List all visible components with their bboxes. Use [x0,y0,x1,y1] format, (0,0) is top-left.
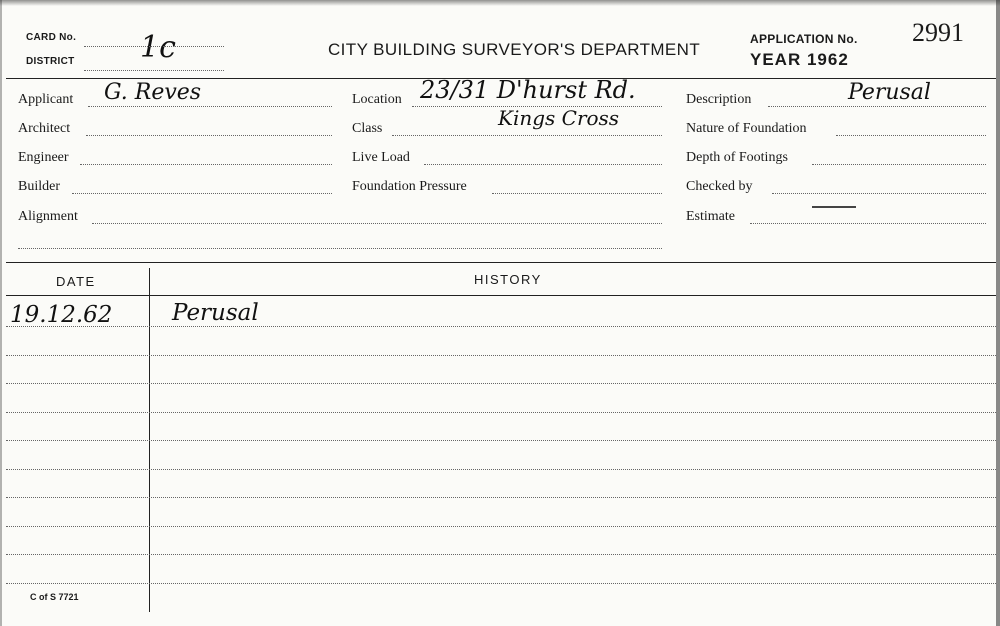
alignment-line-2 [18,248,662,249]
description-value: Perusal [848,80,931,105]
ruled-line [6,383,996,384]
foundation-pressure-label: Foundation Pressure [352,179,467,194]
class-value: Kings Cross [498,106,620,130]
engineer-line [80,164,332,165]
table-top-border [6,262,996,263]
ruled-line [6,440,996,441]
ruled-line [6,497,996,498]
estimate-dash-mark [812,206,856,208]
checked-by-label: Checked by [686,179,753,194]
district-line [84,70,224,71]
depth-of-footings-label: Depth of Footings [686,150,788,165]
card-left-edge [0,0,2,626]
estimate-line [750,223,986,224]
live-load-line [424,164,662,165]
nature-of-foundation-line [836,135,986,136]
estimate-label: Estimate [686,209,735,224]
applicant-value: G. Reves [104,80,202,105]
history-column-header: HISTORY [474,272,542,287]
card-top-edge [0,0,1000,6]
location-label: Location [352,92,402,107]
card-no-label: CARD No. [26,32,77,43]
department-title: CITY BUILDING SURVEYOR'S DEPARTMENT [328,40,701,59]
table-header-divider [6,295,996,296]
history-date: 19.12.62 [10,302,113,328]
class-line [392,135,662,136]
ruled-line [6,554,996,555]
builder-line [72,193,332,194]
alignment-label: Alignment [18,209,78,224]
ruled-line [6,412,996,413]
architect-label: Architect [18,121,71,136]
ruled-line [6,469,996,470]
checked-by-line [772,193,986,194]
foundation-pressure-line [492,193,662,194]
engineer-label: Engineer [18,150,69,165]
date-column-header: DATE [56,274,96,289]
nature-of-foundation-label: Nature of Foundation [686,121,807,136]
description-label: Description [686,92,752,107]
applicant-label: Applicant [18,92,74,107]
builder-label: Builder [18,179,60,194]
card-right-edge [996,0,1000,626]
card-no-value: 1c [140,30,176,65]
class-label: Class [352,121,383,136]
depth-of-footings-line [812,164,986,165]
live-load-label: Live Load [352,150,410,165]
district-label: DISTRICT [26,56,75,67]
description-line [768,106,986,107]
card-no-line [84,46,224,47]
architect-line [86,135,332,136]
application-label: APPLICATION No. [750,32,858,46]
form-code: C of S 7721 [30,592,79,602]
application-number: 2991 [912,18,964,47]
ruled-line [6,326,996,327]
location-value: 23/31 D'hurst Rd. [420,76,636,104]
ruled-line [6,526,996,527]
ruled-line [6,583,996,584]
ruled-line [6,355,996,356]
applicant-line [88,106,332,107]
alignment-line [92,223,662,224]
history-text: Perusal [172,300,259,326]
year: YEAR 1962 [750,50,849,69]
